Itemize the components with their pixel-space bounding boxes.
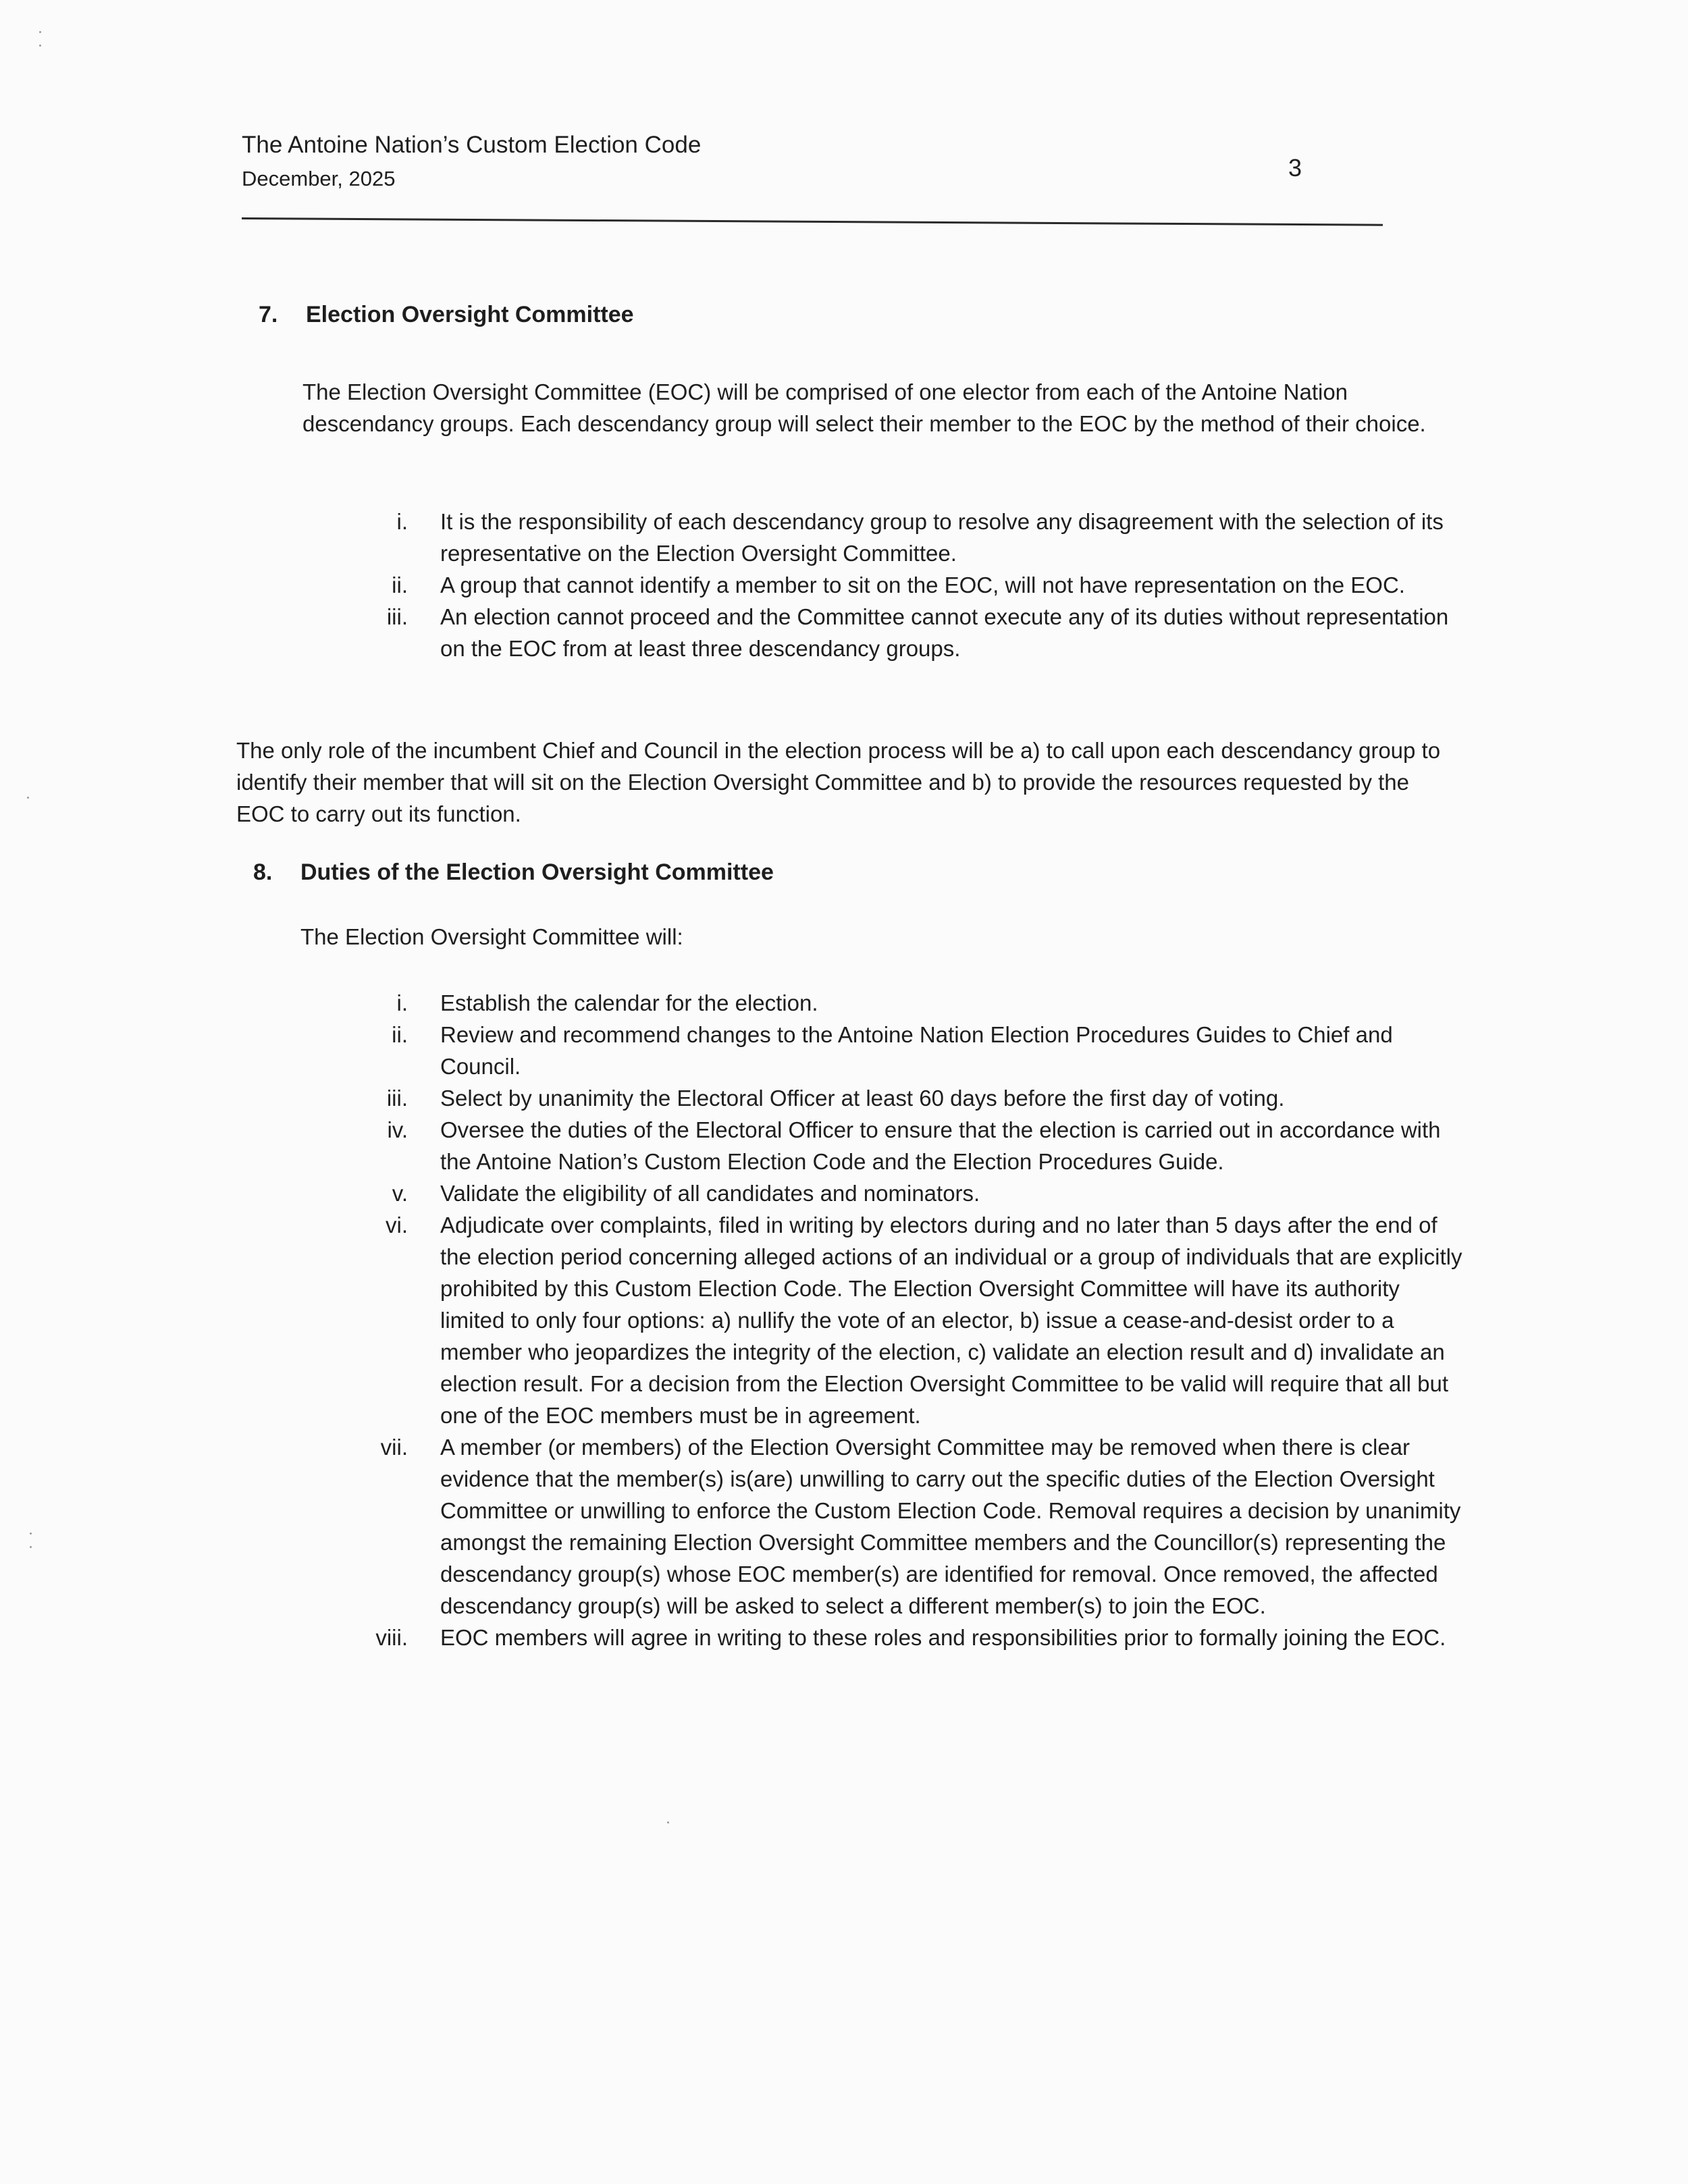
section-7-intro: The Election Oversight Committee (EOC) will be comprised of one elector from each of the Antoine Nation descendancy groups. Each descendancy group will select their member to the EOC by the method of their choice. (302, 379, 1426, 436)
list-item-marker (343, 987, 408, 1019)
scan-speck (39, 31, 41, 33)
list-item-text: A member (or members) of the Election Oversight Committee may be removed when there is clear evidence that the member(s) is(are) unwilling to carry out the specific duties of the Election Oversight Committee or unwilling to enforce the Custom Election Code. Removal requires a decision by unanimity amongst the remaining Election Oversight Committee members and the Councillor(s) representing the descendancy group(s) whose EOC member(s) are identified for removal. Once removed, the affected descendancy group(s) will be asked to select a different member(s) to join the EOC. (440, 1435, 1461, 1618)
list-item (343, 1082, 1464, 1114)
section-8-intro: The Election Oversight Committee will: (300, 924, 683, 949)
list-item-text: Oversee the duties of the Electoral Officer to ensure that the election is carried out in accordance with the Antoine Nation’s Custom Election Code and the Election Procedures Guide. (440, 1117, 1441, 1174)
scan-speck (30, 1546, 32, 1548)
document-date: December, 2025 (242, 167, 396, 190)
list-item-text: Validate the eligibility of all candidates and nominators. (440, 1181, 980, 1206)
list-item-marker-text: iii. (386, 1086, 408, 1111)
list-item-marker-text: i. (396, 509, 408, 534)
section-7-heading (259, 301, 634, 328)
section-8-heading (253, 859, 774, 886)
scan-speck (667, 1821, 669, 1823)
list-item (343, 1209, 1464, 1431)
scan-speck (39, 45, 41, 47)
list-item-marker-text: iii. (386, 604, 408, 629)
list-item (343, 1431, 1464, 1622)
section-8-title: Duties of the Election Oversight Committee (300, 859, 774, 885)
list-item-text: It is the responsibility of each descendancy group to resolve any disagreement with the selection of its representative on the Election Oversight Committee. (440, 509, 1444, 566)
list-item-marker (343, 506, 408, 537)
list-item-marker-text: i. (396, 990, 408, 1015)
list-item-text: Adjudicate over complaints, filed in writing by electors during and no later than 5 days after the end of the election period concerning alleged actions of an individual or a group of individuals that are explicitly prohibited by this Custom Election Code. The Election Oversight Committee will have its authority limited to only four options: a) nullify the vote of an elector, b) issue a cease-and-desist order to a member who jeopardizes the integrity of the election, c) validate an election result and d) invalidate an election result. For a decision from the Election Oversight Committee to be valid will require that all but one of the EOC members must be in agreement. (440, 1213, 1462, 1428)
list-item-text: Select by unanimity the Electoral Officer at least 60 days before the first day of voting. (440, 1086, 1285, 1111)
section-8-list (343, 987, 1464, 1653)
section-7-list (343, 506, 1464, 664)
list-item (343, 1019, 1464, 1082)
list-item-marker-text: iv. (387, 1117, 408, 1142)
list-item (343, 1622, 1464, 1653)
list-item (343, 1177, 1464, 1209)
list-item-marker-text: ii. (392, 572, 408, 597)
list-item-marker (343, 1431, 408, 1463)
list-item-text: A group that cannot identify a member to sit on the EOC, will not have representation on the EOC. (440, 572, 1405, 597)
list-item (343, 987, 1464, 1019)
scan-speck (27, 797, 29, 799)
list-item-marker-text: vi. (386, 1213, 408, 1237)
list-item-marker (343, 1622, 408, 1653)
list-item-marker (343, 601, 408, 633)
list-item (343, 506, 1464, 569)
list-item (343, 569, 1464, 601)
list-item-marker-text: viii. (375, 1625, 408, 1650)
list-item-text: An election cannot proceed and the Committee cannot execute any of its duties without representation on the EOC from at least three descendancy groups. (440, 604, 1449, 661)
list-item-marker-text: v. (392, 1181, 408, 1206)
header-divider (242, 217, 1383, 226)
list-item (343, 1114, 1464, 1177)
list-item-marker-text: vii. (380, 1435, 408, 1460)
list-item-marker (343, 1019, 408, 1050)
page-number: 3 (1288, 154, 1302, 182)
list-item-text: Establish the calendar for the election. (440, 990, 818, 1015)
list-item-marker-text: ii. (392, 1022, 408, 1047)
section-7-closing: The only role of the incumbent Chief and Council in the election process will be a) to call upon each descendancy group to identify their member that will sit on the Election Oversight Committee and b) to provide the resources requested by the EOC to carry out its function. (236, 738, 1441, 826)
list-item-marker (343, 1177, 408, 1209)
section-7-title: Election Oversight Committee (306, 302, 634, 327)
list-item-text: EOC members will agree in writing to these roles and responsibilities prior to formally joining the EOC. (440, 1625, 1446, 1650)
document-title: The Antoine Nation’s Custom Election Code (242, 132, 702, 158)
list-item (343, 601, 1464, 664)
section-7-number: 7. (259, 302, 278, 327)
section-8-number: 8. (253, 859, 273, 885)
list-item-marker (343, 569, 408, 601)
list-item-marker (343, 1082, 408, 1114)
list-item-marker (343, 1114, 408, 1146)
list-item-marker (343, 1209, 408, 1241)
scan-speck (30, 1533, 32, 1535)
list-item-text: Review and recommend changes to the Antoine Nation Election Procedures Guides to Chief and Council. (440, 1022, 1393, 1079)
